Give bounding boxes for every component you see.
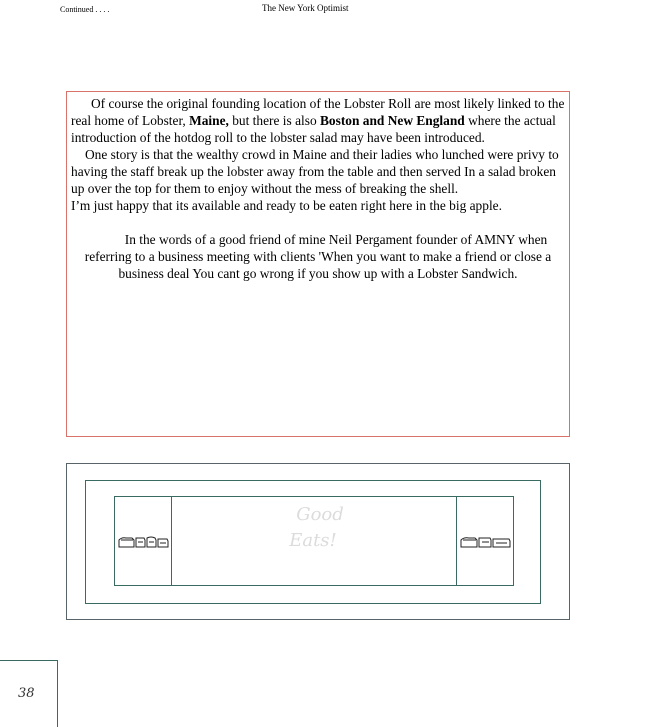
banner-title [240, 502, 390, 554]
article-quote: In the words of a good friend of mine Neil Pergament founder of AMNY when referring to a business meeting with clients 'When you want to make a friend or close a business deal You cant go wrong if you show up with a Lobster Sandwich. [84, 232, 552, 281]
paragraph-spacer [71, 214, 565, 231]
banner-line-1: Good [296, 504, 344, 525]
continued-label: Continued . . . . [60, 5, 110, 14]
page-number: 38 [18, 686, 35, 701]
article-paragraph-1 [71, 95, 565, 146]
p1-text-e: where the actual introduction of the hotdog roll to the lobster salad may have been introduced. [71, 113, 556, 145]
p1-text-c: but there is also [228, 113, 320, 128]
article-box [66, 91, 570, 437]
p1-text-a: Of course the original founding location of the Lobster Roll are most likely linked to the real home of Lobster, [71, 96, 565, 128]
sandwich-icon [118, 535, 170, 549]
publication-title: The New York Optimist [262, 3, 349, 13]
sandwich-icon [460, 535, 512, 549]
article-paragraph-3: I’m just happy that its available and ready to be eaten right here in the big apple. [71, 198, 502, 213]
p1-bold-maine: Maine, [189, 113, 229, 128]
article-paragraph-2: One story is that the wealthy crowd in Maine and their ladies who lunched were privy to having the staff break up the lobster away from the table and then served In a salad broken up over the top for them to enjoy without the mess of breaking the shell. [71, 147, 559, 196]
p1-bold-boston: Boston and New England [320, 113, 465, 128]
banner-line-2: Eats! [289, 530, 337, 551]
